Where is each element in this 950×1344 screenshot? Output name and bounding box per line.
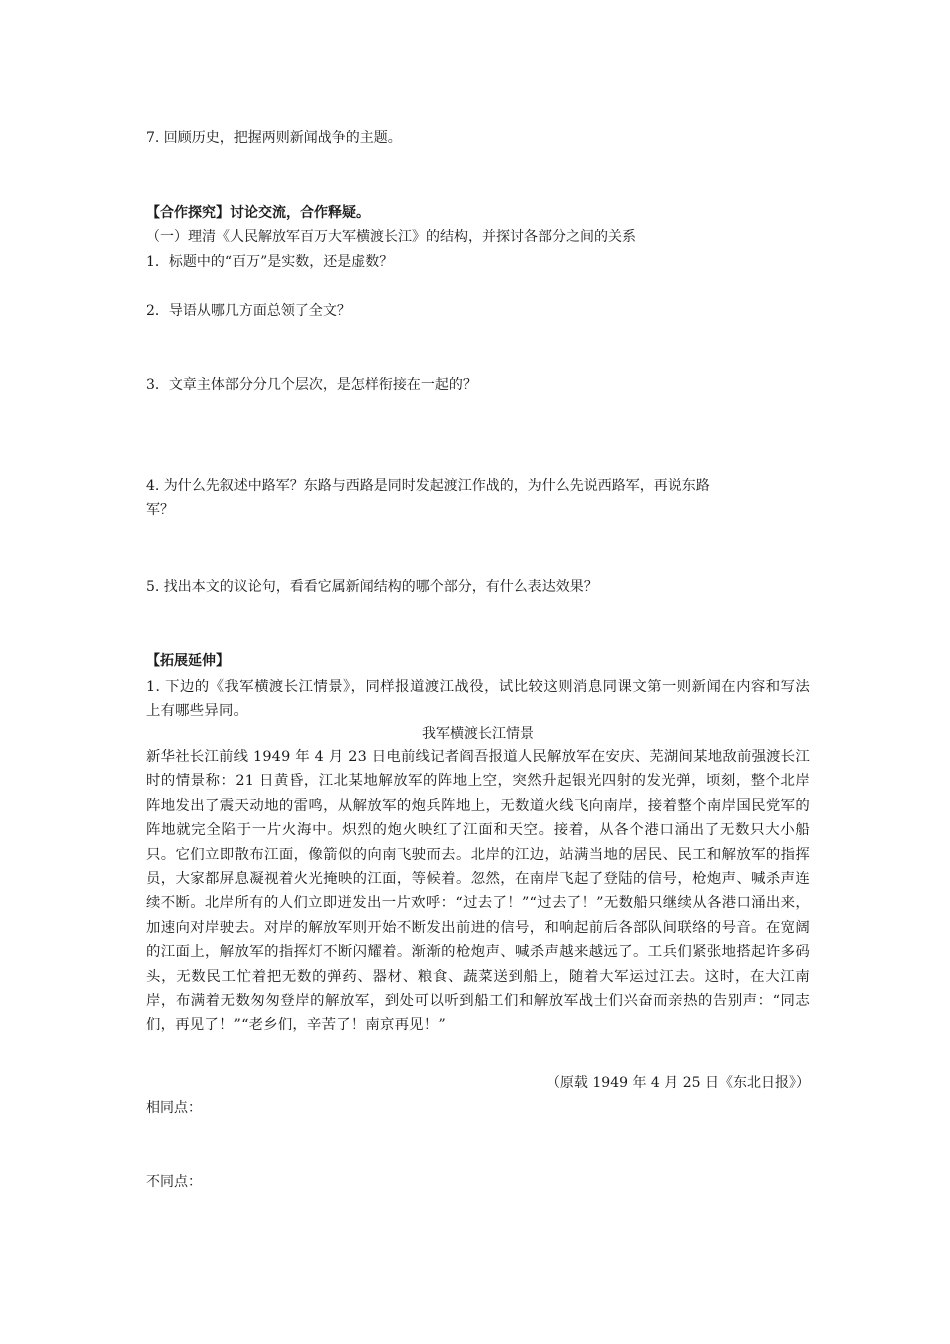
- cooperation-heading: [146, 203, 370, 223]
- cooperation-heading-bracket: 【合作探究】: [146, 205, 230, 221]
- article-title: 我军横渡长江情景: [422, 726, 534, 742]
- subsection-1: （一）理清《人民解放军百万大军横渡长江》的结构，并探讨各部分之间的关系: [146, 229, 636, 245]
- extension-task: 1. 下边的《我军横渡长江情景》，同样报道渡江战役，试比较这则消息同课文第一则新闻在内容和写法上有哪些异同。: [146, 679, 810, 720]
- cooperation-heading-text: 讨论交流，合作释疑。: [230, 205, 370, 221]
- question-1: 1．标题中的“百万”是实数，还是虚数？: [146, 254, 394, 270]
- same-points-label: 相同点：: [146, 1100, 202, 1116]
- different-points-label: 不同点：: [146, 1174, 202, 1190]
- question-2: 2．导语从哪几方面总领了全文？: [146, 303, 351, 319]
- question-5: 5. 找出本文的议论句，看看它属新闻结构的哪个部分，有什么表达效果？: [146, 579, 598, 595]
- article-source: （原载 1949 年 4 月 25 日《东北日报》）: [545, 1075, 810, 1091]
- question-4-line-2: 军？: [146, 502, 174, 518]
- article-body: 新华社长江前线 1949 年 4 月 23 日电前线记者阎吾报道人民解放军在安庆、芜湖间某地敌前强渡长江时的情景称：21 日黄昏，江北某地解放军的阵地上空，突然升起银光四射的发光弹，顷刻，整个北岸阵地发出了震天动地的雷鸣，从解放军的炮兵阵地上，无数道火线飞向南岸，接着整个南岸国民党军的阵地就完全陷于一片火海中。炽烈的炮火映红了江面和天空。接着，从各个港口涌出了无数只大小船只。它们立即散布江面，像箭似的向南飞驶而去。北岸的江边，站满当地的居民、民工和解放军的指挥员，大家都屏息凝视着火光掩映的江面，等候着。忽然，在南岸飞起了登陆的信号，枪炮声、喊杀声连续不断。北岸所有的人们立即迸发出一片欢呼：“过去了！”“过去了！”无数船只继续从各港口涌出来，加速向对岸驶去。对岸的解放军则开始不断发出前进的信号，和响起前后各部队间联络的号音。在宽阔的江面上，解放军的指挥灯不断闪耀着。渐渐的枪炮声、喊杀声越来越远了。工兵们紧张地搭起许多码头，无数民工忙着把无数的弹药、器材、粮食、蔬菜送到船上，随着大军运过江去。这时，在大江南岸，布满着无数匆匆登岸的解放军，到处可以听到船工们和解放军战士们兴奋而亲热的告别声：“同志们，再见了！”“老乡们，辛苦了！南京再见！”: [146, 749, 810, 1034]
- extension-heading: 【拓展延伸】: [146, 653, 230, 669]
- question-3: 3．文章主体部分分几个层次，是怎样衔接在一起的？: [146, 377, 477, 393]
- question-4-line-1: 4. 为什么先叙述中路军？东路与西路是同时发起渡江作战的，为什么先说西路军，再说东路: [146, 478, 710, 494]
- question-7: 7. 回顾历史，把握两则新闻战争的主题。: [146, 130, 402, 146]
